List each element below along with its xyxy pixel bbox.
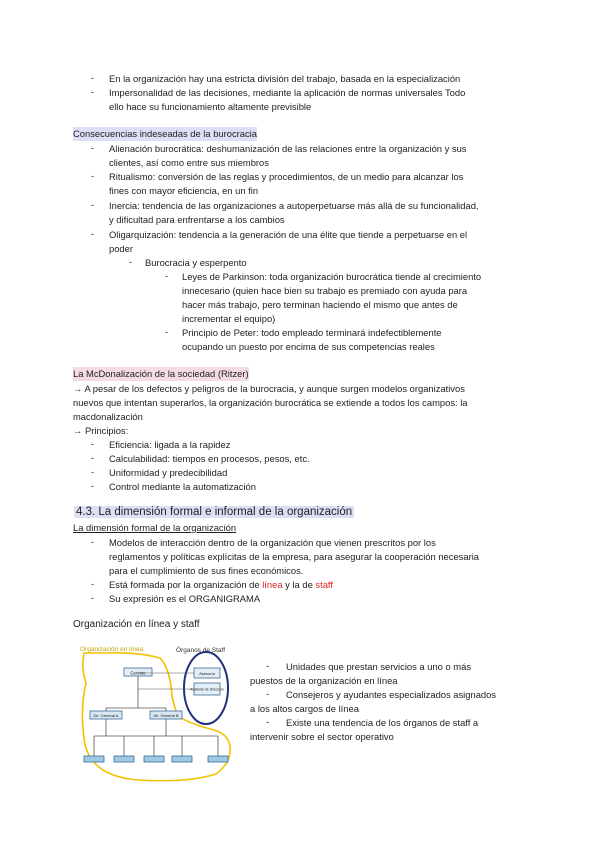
bullet-dash: - <box>266 688 270 699</box>
bullet-dash: - <box>165 270 169 281</box>
bottom-box <box>208 756 228 762</box>
bullet-dash: - <box>91 452 95 463</box>
bullet-dash: - <box>91 466 95 477</box>
bullet-dash: - <box>91 536 95 547</box>
bullet-text: Ritualismo: conversión de las reglas y procedimientos, de un medio para alcanzar los <box>109 171 464 182</box>
bullet-dash: - <box>91 578 95 589</box>
paragraph-line: → A pesar de los defectos y peligros de la burocracia, y aunque surgen modelos organizativos <box>73 383 465 394</box>
bullet-text: En la organización hay una estricta división del trabajo, basada en la especialización <box>109 73 461 84</box>
label-staff: Órganos de Staff <box>176 647 226 654</box>
bullet-text: Eficiencia: ligada a la rapidez <box>109 439 231 450</box>
bottom-box <box>114 756 134 762</box>
org-chart-diagram <box>78 638 238 788</box>
section-title: La McDonalización de la sociedad (Ritzer) <box>73 368 249 379</box>
paragraph-line: macdonalización <box>73 411 143 422</box>
section-title: Consecuencias indeseadas de la burocracia <box>73 128 257 139</box>
bullet-dash: - <box>91 438 95 449</box>
mid-box-label: Dir. General B <box>153 713 179 718</box>
bullet-text: ello hace su funcionamiento altamente previsible <box>109 101 312 112</box>
staff-box-1-label: Asesoría <box>199 671 215 676</box>
bullet-text: Uniformidad y predecibilidad <box>109 467 228 478</box>
top-box-label: Gerente <box>130 670 146 676</box>
bullet-dash: - <box>91 228 95 239</box>
subsub-text: innecesario (quien hace bien su trabajo es premiado con ayuda para <box>182 285 468 296</box>
text-linea: línea <box>262 579 283 590</box>
heading-4-3: 4.3. La dimensión formal e informal de la organización <box>76 506 353 518</box>
bullet-text: intervenir sobre el sector operativo <box>250 731 394 742</box>
subsub-text: Principio de Peter: todo empleado terminará indefectiblemente <box>182 327 442 338</box>
bullet-text: Modelos de interacción dentro de la organización que vienen prescritos por los <box>109 537 436 548</box>
bullet-dash: - <box>91 86 95 97</box>
bullet-dash: - <box>91 480 95 491</box>
bullet-dash: - <box>91 72 95 83</box>
bottom-box <box>144 756 164 762</box>
bullet-text: Existe una tendencia de los órganos de staff a <box>286 717 479 728</box>
bullet-text: puestos de la organización en línea <box>250 675 398 686</box>
bullet-text: fines con mayor eficiencia, en un fin <box>109 185 259 196</box>
bullet-text-mixed <box>109 578 333 592</box>
bullet-text: Unidades que prestan servicios a uno o más <box>286 661 472 672</box>
bullet-text: Calculabilidad: tiempos en procesos, pesos, etc. <box>109 453 310 464</box>
label-line: Organización en línea <box>80 646 144 653</box>
bullet-text: a los altos cargos de línea <box>250 703 359 714</box>
left-box-label: Dir. General A <box>93 713 119 718</box>
text-staff: staff <box>315 579 333 590</box>
paragraph-line: nuevos que intentan superarlos, la organización burocrática se extiende a todos los campos: la <box>73 397 468 408</box>
text-part: Está formada por la organización de <box>109 579 263 590</box>
bullet-text: Alienación burocrática: deshumanización de las relaciones entre la organización y sus <box>109 143 467 154</box>
staff-box-2-label: Asistente de Dirección <box>190 687 224 692</box>
bottom-box <box>84 756 104 762</box>
bullet-text: Consejeros y ayudantes especializados asignados <box>286 689 497 700</box>
bullet-text: reglamentos y políticas explícitas de la empresa, para asegurar la cooperación necesaria <box>109 551 479 562</box>
section-title: Organización en línea y staff <box>73 619 200 630</box>
subsub-text: hacer más trabajo, pero terminan haciendo el mismo que antes de <box>182 299 458 310</box>
bullet-dash: - <box>91 592 95 603</box>
bullet-dash: - <box>266 716 270 727</box>
sub-heading: La dimensión formal de la organización <box>73 522 237 533</box>
bullet-text: para el cumplimiento de sus fines económicos. <box>109 565 304 576</box>
bullet-dash: - <box>129 256 133 267</box>
bullet-text: Impersonalidad de las decisiones, mediante la aplicación de normas universales Todo <box>109 87 466 98</box>
bullet-text: clientes, así como entre sus miembros <box>109 157 269 168</box>
subsub-text: ocupando un puesto por encima de sus competencias reales <box>182 341 435 352</box>
bullet-dash: - <box>266 660 270 671</box>
bullet-text: poder <box>109 243 133 254</box>
bullet-text: Control mediante la automatización <box>109 481 256 492</box>
subsub-text: Leyes de Parkinson: toda organización burocrática tiende al crecimiento <box>182 271 482 282</box>
bullet-dash: - <box>165 326 169 337</box>
bullet-text: y dificultad para enfrentarse a los cambios <box>109 214 285 225</box>
bullet-text: Oligarquización: tendencia a la generación de una élite que tiende a perpetuarse en el <box>109 229 468 240</box>
text-part: y la de <box>282 579 316 590</box>
paragraph-line: → Principios: <box>73 425 129 436</box>
bullet-dash: - <box>91 170 95 181</box>
bullet-text: Su expresión es el ORGANIGRAMA <box>109 593 261 604</box>
bullet-dash: - <box>91 199 95 210</box>
subsub-text: incrementar el equipo) <box>182 313 276 324</box>
bullet-text: Inercia: tendencia de las organizaciones a autoperpetuarse más allá de su funcionalidad, <box>109 200 479 211</box>
bottom-box <box>172 756 192 762</box>
bullet-dash: - <box>91 142 95 153</box>
sub-bullet-text: Burocracia y esperpento <box>145 257 247 268</box>
